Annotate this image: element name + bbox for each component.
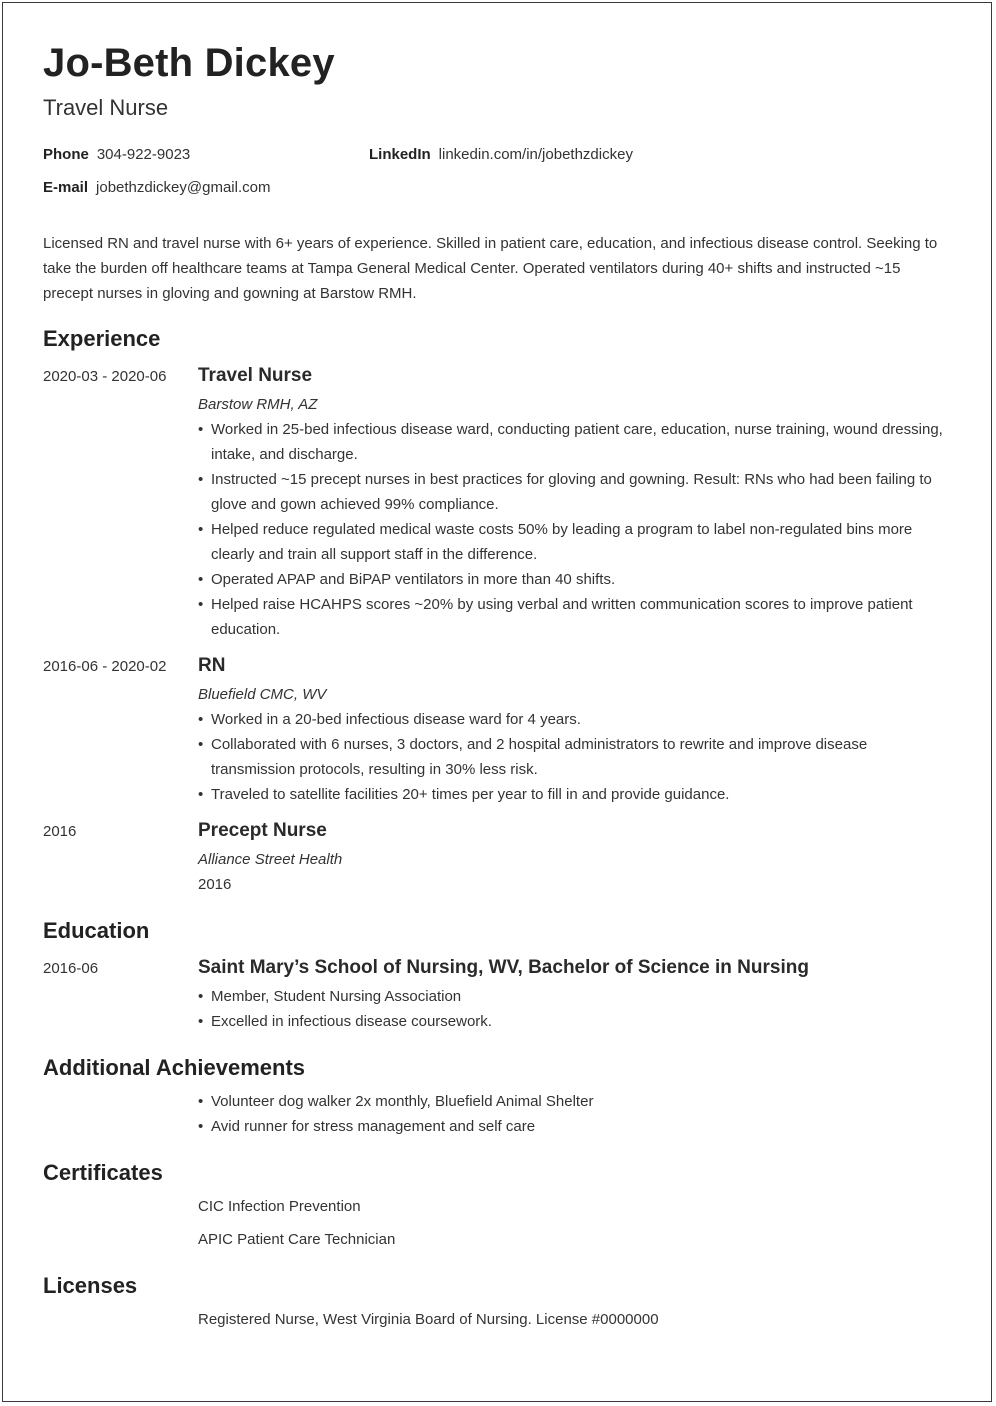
achievements-bullets bbox=[198, 1089, 953, 1139]
list-item: • Avid runner for stress management and self care bbox=[198, 1114, 953, 1139]
phone-value: 304-922-9023 bbox=[96, 146, 191, 163]
education-bullets bbox=[198, 984, 953, 1034]
experience-heading: Experience bbox=[43, 326, 161, 351]
email-label: E-mail bbox=[43, 179, 89, 196]
list-item: • Excelled in infectious disease coursework. bbox=[198, 1009, 953, 1034]
job-note: 2016 bbox=[198, 876, 232, 893]
list-item: • Helped reduce regulated medical waste costs 50% by leading a program to label non-regulated bins more clearly and train all support staff in the difference. bbox=[198, 517, 953, 567]
job-dates: 2016-06 - 2020-02 bbox=[43, 658, 167, 675]
job-organization: Bluefield CMC, WV bbox=[198, 686, 327, 703]
job-bullets bbox=[198, 707, 953, 807]
certificates-heading: Certificates bbox=[43, 1160, 163, 1185]
linkedin-contact bbox=[369, 146, 633, 163]
email-link[interactable]: jobethzdickey@gmail.com bbox=[96, 179, 271, 196]
list-item: • Member, Student Nursing Association bbox=[198, 984, 953, 1009]
email-contact bbox=[43, 179, 270, 196]
job-organization: Barstow RMH, AZ bbox=[198, 396, 318, 413]
list-item: • Instructed ~15 precept nurses in best practices for gloving and gowning. Result: RNs who had been failing to glove and gown achieved 99% compliance. bbox=[198, 467, 953, 517]
certificate-item: CIC Infection Prevention bbox=[198, 1198, 361, 1215]
list-item: • Collaborated with 6 nurses, 3 doctors, and 2 hospital administrators to rewrite and improve disease transmission protocols, resulting in 30% less risk. bbox=[198, 732, 953, 782]
list-item: • Volunteer dog walker 2x monthly, Bluefield Animal Shelter bbox=[198, 1089, 953, 1114]
candidate-name: Jo-Beth Dickey bbox=[43, 41, 335, 85]
achievements-heading: Additional Achievements bbox=[43, 1055, 306, 1080]
resume-page bbox=[2, 2, 992, 1402]
candidate-title: Travel Nurse bbox=[43, 95, 169, 120]
summary-paragraph: Licensed RN and travel nurse with 6+ years of experience. Skilled in patient care, education, and infectious disease control. Seeking to take the burden off healthcare teams at Tampa General Medical Center. Operated ventilators during 40+ shifts and instructed ~15 precept nurses in gloving and gowning at Barstow RMH. bbox=[43, 235, 938, 302]
education-heading: Education bbox=[43, 918, 150, 943]
linkedin-link[interactable]: linkedin.com/in/jobethzdickey bbox=[438, 146, 633, 163]
list-item: • Worked in a 20-bed infectious disease ward for 4 years. bbox=[198, 707, 953, 732]
list-item: • Operated APAP and BiPAP ventilators in more than 40 shifts. bbox=[198, 567, 953, 592]
job-organization: Alliance Street Health bbox=[198, 851, 343, 868]
license-item: Registered Nurse, West Virginia Board of Nursing. License #0000000 bbox=[198, 1311, 659, 1328]
phone-label: Phone bbox=[43, 146, 89, 163]
job-title: RN bbox=[198, 655, 226, 676]
job-dates: 2020-03 - 2020-06 bbox=[43, 368, 167, 385]
job-dates: 2016 bbox=[43, 823, 77, 840]
list-item: • Helped raise HCAHPS scores ~20% by using verbal and written communication scores to improve patient education. bbox=[198, 592, 953, 642]
list-item: • Traveled to satellite facilities 20+ times per year to fill in and provide guidance. bbox=[198, 782, 953, 807]
certificate-item: APIC Patient Care Technician bbox=[198, 1231, 396, 1248]
licenses-heading: Licenses bbox=[43, 1273, 138, 1298]
job-title: Precept Nurse bbox=[198, 820, 327, 841]
job-title: Travel Nurse bbox=[198, 365, 313, 386]
phone-contact bbox=[43, 146, 190, 163]
degree-title: Saint Mary’s School of Nursing, WV, Bachelor of Science in Nursing bbox=[198, 957, 809, 978]
education-date: 2016-06 bbox=[43, 960, 99, 977]
linkedin-label: LinkedIn bbox=[369, 146, 431, 163]
job-bullets bbox=[198, 417, 953, 642]
list-item: • Worked in 25-bed infectious disease ward, conducting patient care, education, nurse training, wound dressing, intake, and discharge. bbox=[198, 417, 953, 467]
